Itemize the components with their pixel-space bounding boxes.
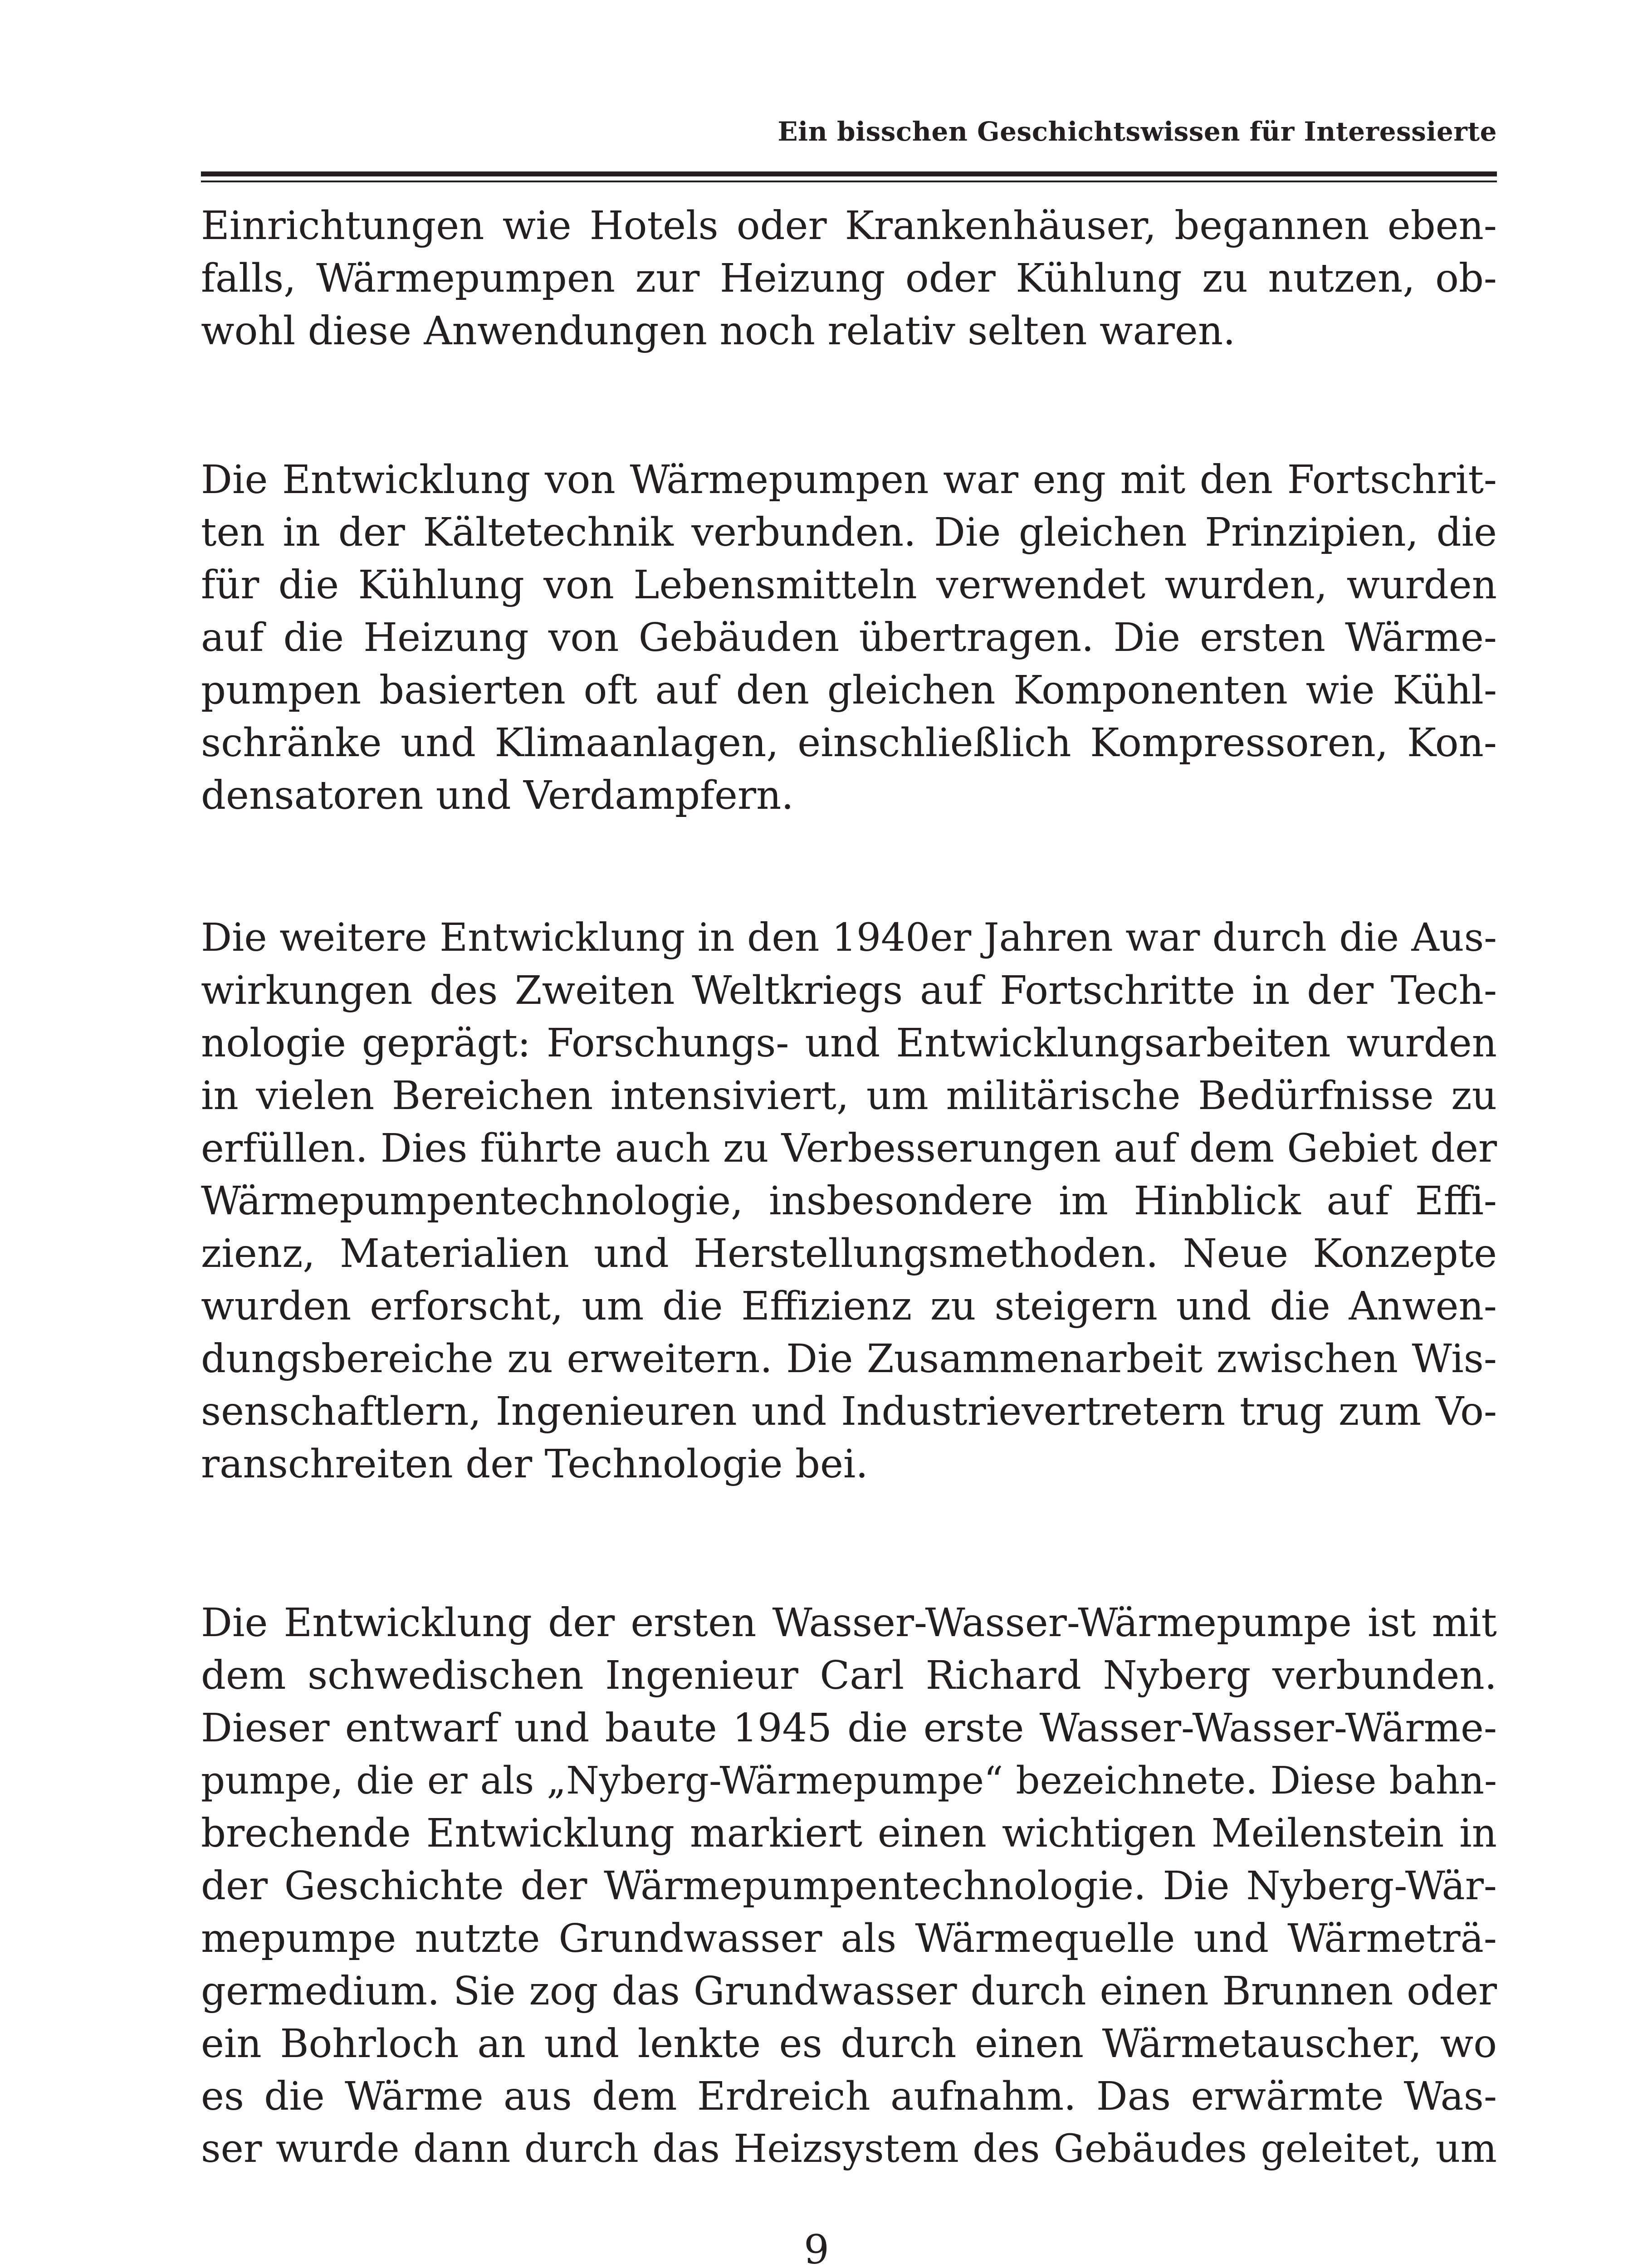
text-line: wurden erforscht, um die Effizienz zu steigern und die Anwen-: [201, 1284, 1497, 1329]
paragraph-3: [201, 912, 1497, 1491]
text-line: erfüllen. Dies führte auch zu Verbesserungen auf dem Gebiet der: [201, 1126, 1497, 1171]
paragraph-1: [201, 200, 1497, 357]
text-line: ein Bohrloch an und lenkte es durch einen Wärmetauscher, wo: [201, 2021, 1497, 2067]
text-line: wohl diese Anwendungen noch relativ selten waren.: [201, 308, 1236, 354]
text-line: nologie geprägt: Forschungs- und Entwicklungsarbeiten wurden: [201, 1021, 1497, 1066]
text-line: senschaftlern, Ingenieuren und Industrievertretern trug zum Vo-: [201, 1389, 1497, 1434]
text-line: auf die Heizung von Gebäuden übertragen. Die ersten Wärme-: [201, 615, 1497, 660]
text-line: germedium. Sie zog das Grundwasser durch einen Brunnen oder: [201, 1969, 1497, 2014]
text-line: dungsbereiche zu erweitern. Die Zusammenarbeit zwischen Wis-: [201, 1336, 1497, 1382]
running-head-title: Ein bisschen Geschichtswissen für Interessierte: [777, 116, 1497, 147]
text-line: Die Entwicklung von Wärmepumpen war eng mit den Fortschrit-: [201, 457, 1497, 503]
text-line: pumpen basierten oft auf den gleichen Komponenten wie Kühl-: [201, 668, 1497, 713]
page-number: 9: [804, 2226, 829, 2268]
text-line: zienz, Materialien und Herstellungsmethoden. Neue Konzepte: [201, 1231, 1497, 1276]
text-line: in vielen Bereichen intensiviert, um militärische Bedürfnisse zu: [201, 1073, 1497, 1119]
text-line: densatoren und Verdampfern.: [201, 773, 794, 818]
text-line: Die weitere Entwicklung in den 1940er Jahren war durch die Aus-: [201, 915, 1497, 960]
text-line: Einrichtungen wie Hotels oder Krankenhäuser, begannen eben-: [201, 203, 1497, 249]
text-line: Die Entwicklung der ersten Wasser-Wasser-Wärmepumpe ist mit: [201, 1600, 1497, 1646]
header-rule-thick: [201, 171, 1497, 176]
text-line: mepumpe nutzte Grundwasser als Wärmequelle und Wärmeträ-: [201, 1916, 1497, 1961]
text-line: Wärmepumpentechnologie, insbesondere im Hinblick auf Effi-: [201, 1178, 1497, 1224]
text-line: ser wurde dann durch das Heizsystem des Gebäudes geleitet, um: [201, 2126, 1497, 2171]
text-line: der Geschichte der Wärmepumpentechnologie. Die Nyberg-Wär-: [201, 1863, 1497, 1909]
text-line: pumpe, die er als „Nyberg-Wärmepumpe“ bezeichnete. Diese bahn-: [201, 1759, 1497, 1803]
paragraph-2: [201, 454, 1497, 822]
header-rule-thin: [201, 181, 1497, 182]
text-line: für die Kühlung von Lebensmitteln verwendet wurden, wurden: [201, 562, 1497, 608]
paragraph-4: [201, 1597, 1497, 2175]
text-line: brechende Entwicklung markiert einen wichtigen Meilenstein in: [201, 1811, 1497, 1856]
text-line: wirkungen des Zweiten Weltkriegs auf Fortschritte in der Tech-: [201, 968, 1497, 1013]
text-line: falls, Wärmepumpen zur Heizung oder Kühlung zu nutzen, ob-: [201, 256, 1497, 301]
text-line: ten in der Kältetechnik verbunden. Die gleichen Prinzipien, die: [201, 510, 1497, 555]
text-line: Dieser entwarf und baute 1945 die erste Wasser-Wasser-Wärme-: [201, 1706, 1497, 1751]
text-line: ranschreiten der Technologie bei.: [201, 1442, 868, 1487]
text-line: schränke und Klimaanlagen, einschließlich Kompressoren, Kon-: [201, 720, 1497, 766]
text-line: dem schwedischen Ingenieur Carl Richard Nyberg verbunden.: [201, 1653, 1497, 1698]
text-line: es die Wärme aus dem Erdreich aufnahm. Das erwärmte Was-: [201, 2074, 1497, 2119]
